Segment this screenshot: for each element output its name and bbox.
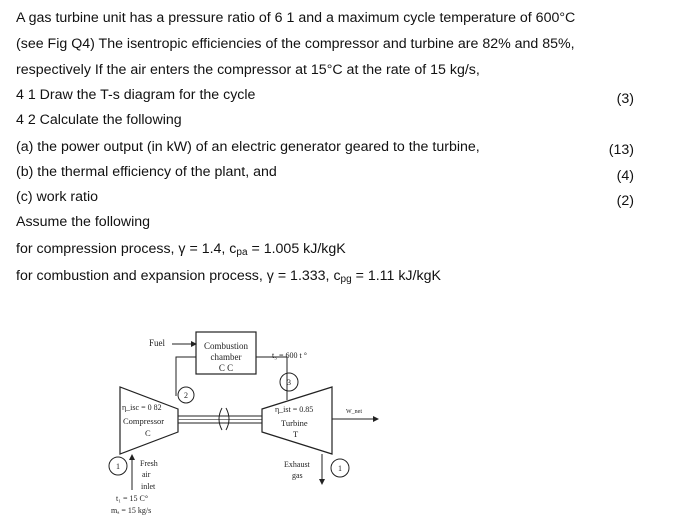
part-a: (a) the power output (in kW) of an electric generator geared to the turbine, bbox=[16, 139, 480, 155]
state-1-label: 1 bbox=[116, 462, 120, 471]
turbine-label: Turbine bbox=[281, 418, 308, 428]
part-c: (c) work ratio bbox=[16, 189, 98, 205]
exhaust-label-1: Exhaust bbox=[284, 460, 310, 469]
turbine-efficiency: η_ist = 0.85 bbox=[275, 405, 314, 414]
turbine-letter: T bbox=[293, 429, 299, 439]
chamber-label-1: Combustion bbox=[203, 341, 249, 351]
question-line-2: (see Fig Q4) The isentropic efficiencies of the compressor and turbine are 82% and 85%, bbox=[16, 36, 575, 52]
mass-flow-label: mₐ = 15 kg/s bbox=[111, 506, 152, 515]
compressor-label: Compressor bbox=[123, 416, 165, 426]
part-a-marks: (13) bbox=[608, 142, 634, 158]
compression-assumption: for compression process, γ = 1.4, $c_{pa} = 1.005$ kJ/kgK bbox=[16, 241, 346, 258]
compressor-efficiency: η_isc = 0 82 bbox=[122, 403, 162, 412]
coupling-icon bbox=[219, 408, 222, 430]
assume-heading: Assume the following bbox=[16, 214, 151, 230]
part-c-marks: (2) bbox=[616, 193, 634, 209]
state-2-label: 2 bbox=[184, 391, 188, 400]
work-output-label: W_net bbox=[346, 409, 362, 415]
question-line-3: respectively If the air enters the compressor at 15°C at the rate of 15 kg/s, bbox=[16, 62, 480, 78]
state-4-label: 1 bbox=[338, 464, 342, 473]
t3-label: t₃ = 600 t ° bbox=[272, 351, 307, 360]
part-4-2: 4 2 Calculate the following bbox=[16, 112, 182, 128]
t1-label: t₁ = 15 C° bbox=[116, 494, 149, 503]
part-b-marks: (4) bbox=[616, 168, 634, 184]
combustion-assumption: for combustion and expansion process, γ = 1.333, $c_{pg} = 1.11$ kJ/kgK bbox=[16, 268, 441, 285]
flow-line-3 bbox=[256, 357, 287, 400]
fuel-label: Fuel bbox=[149, 338, 166, 348]
part-4-1-marks: (3) bbox=[616, 91, 634, 107]
compressor-letter: C bbox=[145, 428, 151, 438]
question-line-1: A gas turbine unit has a pressure ratio of 6 1 and a maximum cycle temperature of 600°C bbox=[16, 10, 576, 26]
part-b: (b) the thermal efficiency of the plant, and bbox=[16, 164, 277, 180]
inlet-label-3: inlet bbox=[141, 482, 156, 491]
inlet-label-2: air bbox=[142, 470, 151, 479]
coupling-icon-right bbox=[226, 408, 229, 430]
chamber-label-2: chamber bbox=[210, 352, 242, 362]
state-3-label: 3 bbox=[287, 378, 291, 387]
inlet-label-1: Fresh bbox=[140, 459, 158, 468]
chamber-label-3: C C bbox=[218, 363, 234, 373]
exhaust-label-2: gas bbox=[292, 471, 303, 480]
part-4-1: 4 1 Draw the T-s diagram for the cycle bbox=[16, 87, 256, 103]
